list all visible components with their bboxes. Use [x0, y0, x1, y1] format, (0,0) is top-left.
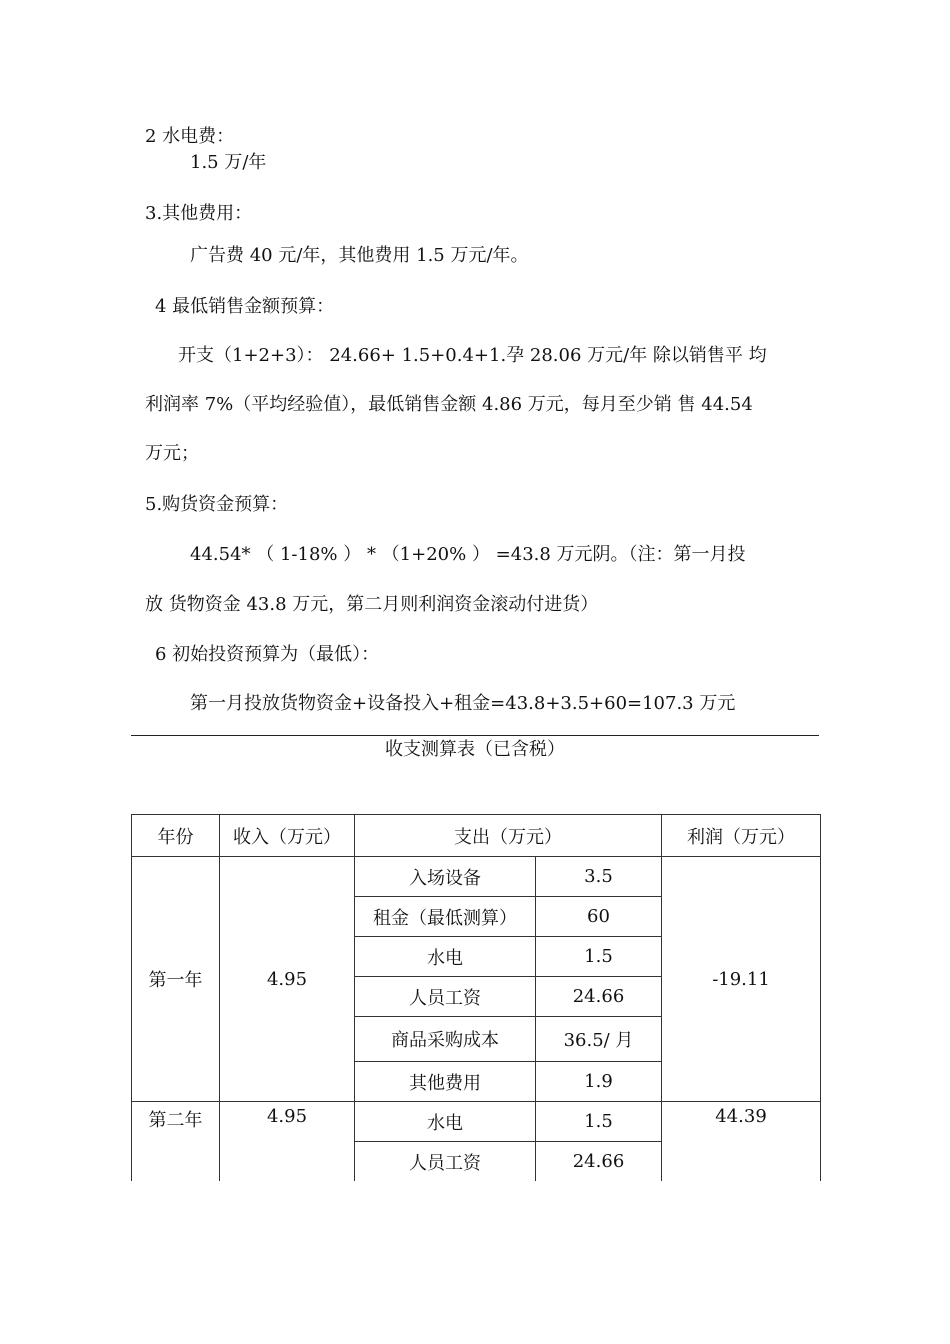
year2-profit: 44.39	[662, 1102, 821, 1182]
expense-item-name: 水电	[355, 937, 536, 977]
min-sales-text-2: 利润率 7%（平均经验值），最低销售金额 4.86 万元，每月至少销 售 44.54	[145, 394, 753, 415]
expense-item-value: 24.66	[536, 977, 662, 1017]
expense-item-name: 租金（最低测算）	[355, 897, 536, 937]
expense-item-name: 水电	[355, 1102, 536, 1142]
expense-item-value: 1.9	[536, 1062, 662, 1102]
expense-item-name: 其他费用	[355, 1062, 536, 1102]
expense-item-name: 人员工资	[355, 1142, 536, 1182]
expense-item-name: 商品采购成本	[355, 1017, 536, 1062]
year1-profit: -19.11	[662, 857, 821, 1102]
expense-item-name: 入场设备	[355, 857, 536, 897]
expense-item-value: 3.5	[536, 857, 662, 897]
heading-min-sales: 4 最低销售金额预算：	[155, 296, 335, 317]
expense-item-value: 60	[536, 897, 662, 937]
utilities-amount: 1.5 万/年	[190, 152, 267, 173]
expense-item-value: 1.5	[536, 937, 662, 977]
min-sales-text-3: 万元；	[145, 443, 199, 464]
min-sales-text-1: 开支（1+2+3）： 24.66+ 1.5+0.4+1.孕 28.06 万元/年 除以销售平 均	[178, 345, 767, 366]
table-header-row	[132, 815, 821, 857]
year1-income: 4.95	[220, 857, 355, 1102]
header-profit: 利润（万元）	[662, 815, 821, 857]
table-row	[132, 857, 821, 897]
header-year: 年份	[132, 815, 220, 857]
purchase-funds-text-2: 放 货物资金 43.8 万元，第二月则利润资金滚动付进货）	[145, 594, 599, 615]
expense-item-value: 36.5/ 月	[536, 1017, 662, 1062]
heading-initial-investment: 6 初始投资预算为（最低）：	[155, 644, 380, 665]
header-income: 收入（万元）	[220, 815, 355, 857]
table-caption: 收支测算表（已含税）	[385, 739, 565, 760]
table-row	[132, 1102, 821, 1142]
other-costs-text: 广告费 40 元/年，其他费用 1.5 万元/年。	[190, 245, 529, 266]
initial-investment-text: 第一月投放货物资金+设备投入+租金=43.8+3.5+60=107.3 万元	[190, 693, 736, 714]
expense-item-name: 人员工资	[355, 977, 536, 1017]
year2-label: 第二年	[132, 1102, 220, 1182]
expense-item-value: 1.5	[536, 1102, 662, 1142]
heading-other-costs: 3.其他费用：	[145, 203, 253, 224]
heading-utilities: 2 水电费：	[145, 126, 235, 147]
budget-table	[131, 814, 821, 1181]
horizontal-rule	[131, 735, 819, 736]
purchase-funds-text-1: 44.54* （ 1-18% ） * （1+20% ） =43.8 万元阴。（注：第一月投	[190, 544, 746, 565]
heading-purchase-funds: 5.购货资金预算：	[145, 494, 289, 515]
year2-income: 4.95	[220, 1102, 355, 1182]
header-expense: 支出（万元）	[355, 815, 662, 857]
year1-label: 第一年	[132, 857, 220, 1102]
expense-item-value: 24.66	[536, 1142, 662, 1182]
